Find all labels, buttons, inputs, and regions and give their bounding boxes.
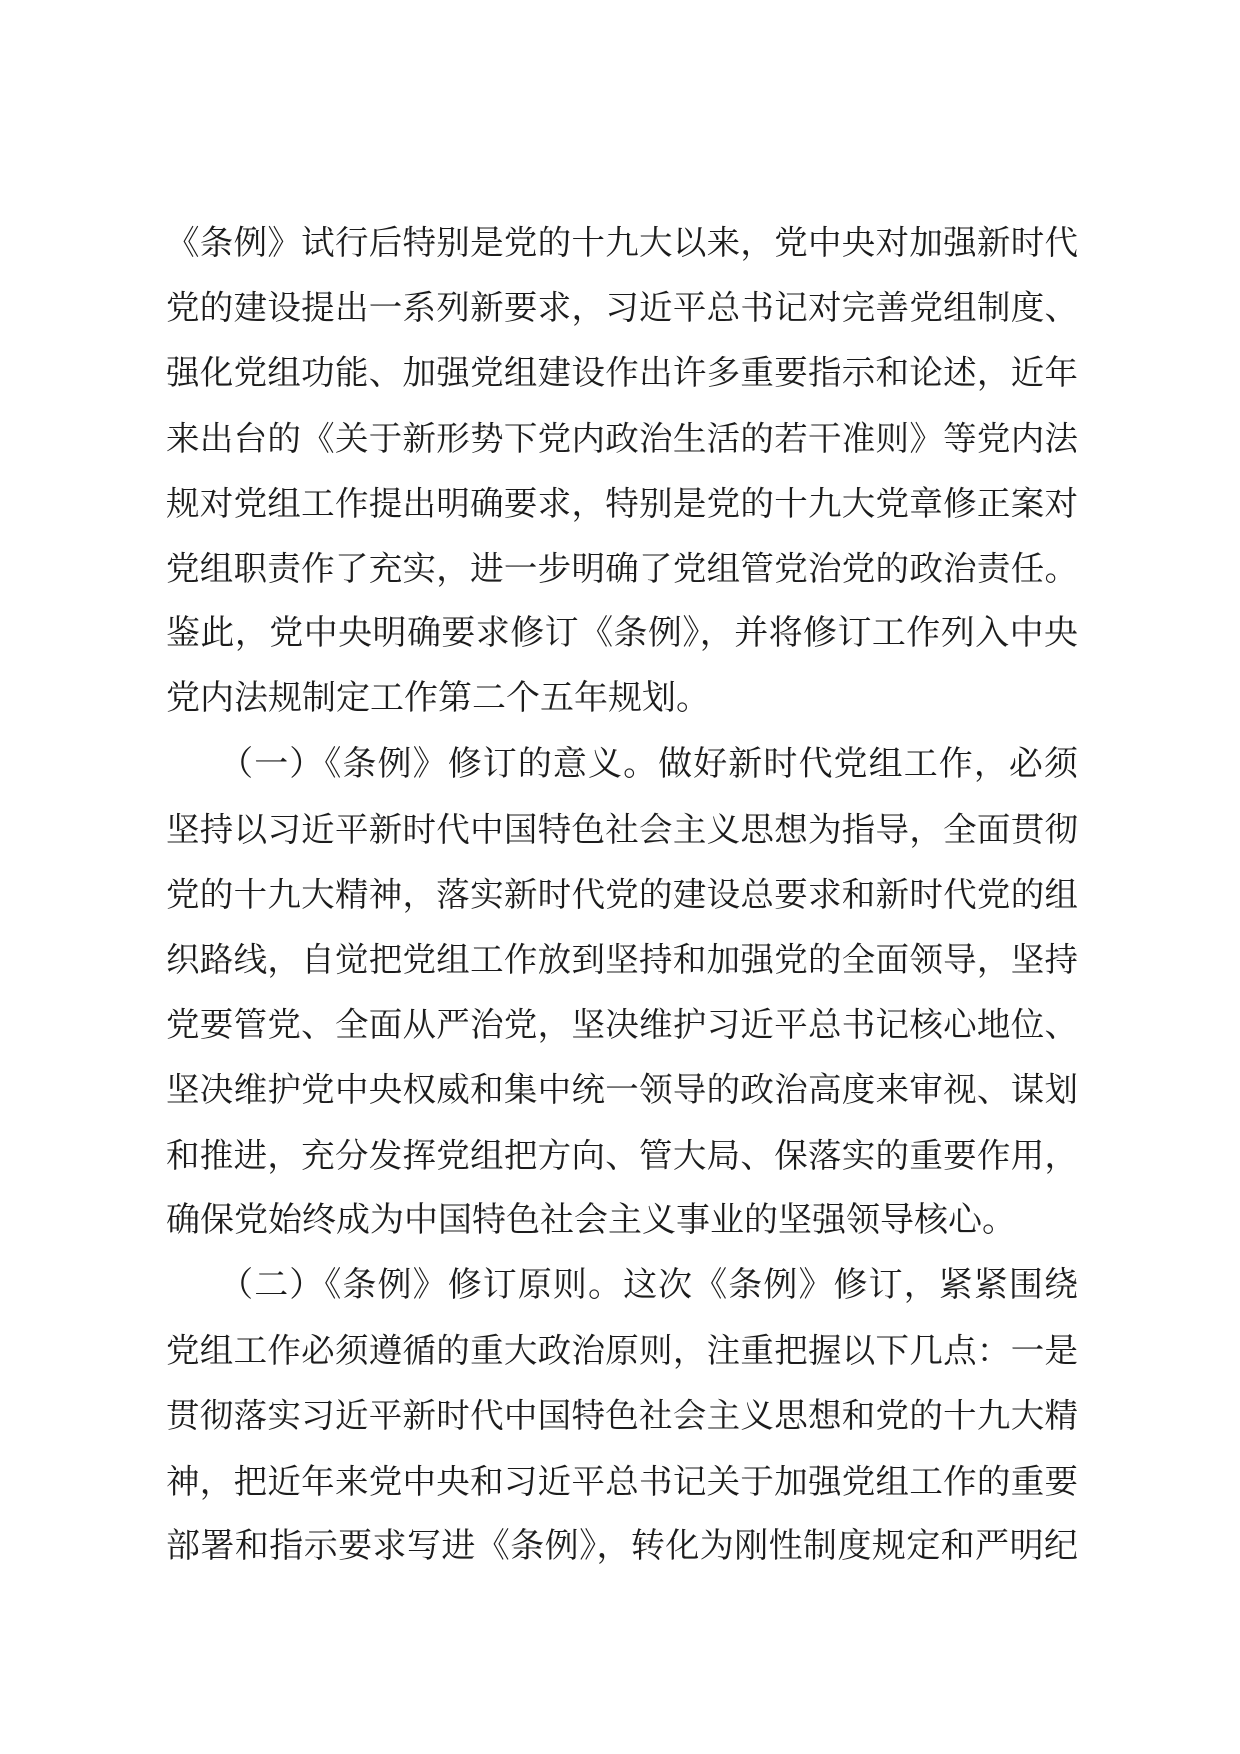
text-line: 坚决维护党中央权威和集中统一领导的政治高度来审视、谋划 bbox=[166, 1070, 1078, 1110]
text-line: 和推进，充分发挥党组把方向、管大局、保落实的重要作用， bbox=[166, 1135, 1078, 1175]
text-line: 《条例》试行后特别是党的十九大以来，党中央对加强新时代 bbox=[166, 223, 1078, 262]
text-line: 强化党组功能、加强党组建设作出许多重要指示和论述，近年 bbox=[166, 353, 1078, 393]
paragraph-heading-line: （一）《条例》修订的意义。做好新时代党组工作，必须 bbox=[166, 743, 1078, 784]
text-line: 党的十九大精神，落实新时代党的建设总要求和新时代党的组 bbox=[166, 874, 1078, 914]
text-line: 党的建设提出一系列新要求，习近平总书记对完善党组制度、 bbox=[166, 288, 1078, 328]
text-line: 贯彻落实习近平新时代中国特色社会主义思想和党的十九大精 bbox=[166, 1396, 1078, 1436]
text-line: 织路线，自觉把党组工作放到坚持和加强党的全面领导，坚持 bbox=[166, 940, 1078, 980]
text-line: 鉴此，党中央明确要求修订《条例》，并将修订工作列入中央 bbox=[166, 613, 1078, 654]
text-line: 坚持以习近平新时代中国特色社会主义思想为指导，全面贯彻 bbox=[166, 809, 1078, 849]
text-line: 部署和指示要求写进《条例》，转化为刚性制度规定和严明纪 bbox=[166, 1525, 1078, 1566]
text-line: 党内法规制定工作第二个五年规划。 bbox=[166, 678, 710, 719]
text-line: 党要管党、全面从严治党，坚决维护习近平总书记核心地位、 bbox=[166, 1005, 1078, 1045]
text-line: 党组工作必须遵循的重大政治原则，注重把握以下几点：一是 bbox=[166, 1331, 1078, 1371]
text-line: 神，把近年来党中央和习近平总书记关于加强党组工作的重要 bbox=[166, 1461, 1078, 1501]
text-line: 确保党始终成为中国特色社会主义事业的坚强领导核心。 bbox=[166, 1199, 1016, 1240]
text-line: 来出台的《关于新形势下党内政治生活的若干准则》等党内法 bbox=[166, 418, 1078, 458]
paragraph-heading-line: （二）《条例》修订原则。这次《条例》修订，紧紧围绕 bbox=[166, 1265, 1078, 1305]
text-line: 党组职责作了充实，进一步明确了党组管党治党的政治责任。 bbox=[166, 548, 1078, 588]
text-line: 规对党组工作提出明确要求，特别是党的十九大党章修正案对 bbox=[166, 483, 1078, 523]
body-text bbox=[166, 210, 1078, 1579]
